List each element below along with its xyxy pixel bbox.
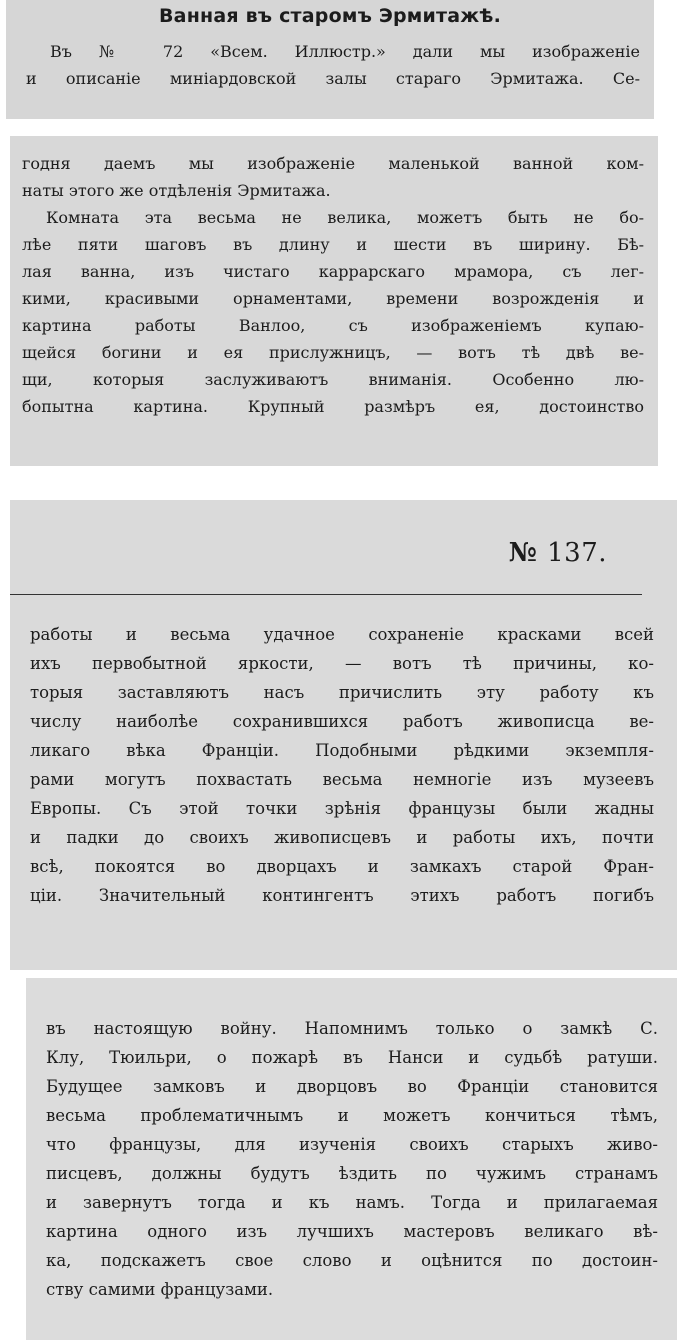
- clip-body-1: [10, 136, 658, 466]
- paragraph-body-3: [46, 1014, 658, 1304]
- text-line: ка, подскажетъ свое слово и оцѣнится по достоин-: [46, 1251, 658, 1270]
- text-line: ству самими французами.: [46, 1280, 274, 1299]
- text-line: Будущее замковъ и дворцовъ во Франціи становится: [46, 1077, 658, 1096]
- text-line: бопытна картина. Крупный размѣръ ея, достоинство: [22, 397, 644, 416]
- text-line: картина одного изъ лучшихъ мастеровъ великаго вѣ-: [46, 1222, 658, 1241]
- text-line: лѣе пяти шаговъ въ длину и шести въ ширину. Бѣ-: [22, 235, 644, 254]
- clip-body-3: [26, 978, 677, 1340]
- paragraph-body-1: [22, 150, 644, 420]
- text-line: рами могутъ похвастать весьма немногіе изъ музеевъ: [30, 770, 654, 789]
- text-line: торыя заставляютъ насъ причислить эту работу къ: [30, 683, 654, 702]
- text-line: и падки до своихъ живописцевъ и работы ихъ, почти: [30, 828, 654, 847]
- page-number-value: 137.: [547, 538, 607, 568]
- text-line: весьма проблематичнымъ и можетъ кончиться тѣмъ,: [46, 1106, 658, 1125]
- text-line: писцевъ, должны будутъ ѣздить по чужимъ странамъ: [46, 1164, 658, 1183]
- text-line: Комната эта весьма не велика, можетъ быть не бо-: [46, 208, 644, 227]
- text-line: картина работы Ванлоо, съ изображеніемъ купаю-: [22, 316, 644, 335]
- text-line: щейся богини и ея прислужницъ, — вотъ тѣ двѣ ве-: [22, 343, 644, 362]
- paragraph-intro: [26, 38, 640, 92]
- text-line: и описаніе миніардовской залы стараго Эрмитажа. Се-: [26, 69, 640, 88]
- number-sign: №: [508, 538, 538, 568]
- text-line: Клу, Тюильри, о пожарѣ въ Нанси и судьбѣ ратуши.: [46, 1048, 658, 1067]
- text-line: всѣ, покоятся во дворцахъ и замкахъ старой Фран-: [30, 857, 654, 876]
- text-line: ликаго вѣка Франціи. Подобными рѣдкими экземпля-: [30, 741, 654, 760]
- text-line: лая ванна, изъ чистаго каррарскаго мрамора, съ лег-: [22, 262, 644, 281]
- paragraph-body-2: [30, 620, 654, 910]
- text-line: что французы, для изученія своихъ старыхъ живо-: [46, 1135, 658, 1154]
- text-line: Въ № 72 «Всем. Иллюстр.» дали мы изображеніе: [50, 42, 640, 61]
- page-number: [509, 538, 607, 568]
- text-line: ихъ первобытной яркости, — вотъ тѣ причины, ко-: [30, 654, 654, 673]
- text-line: Европы. Съ этой точки зрѣнія французы были жадны: [30, 799, 654, 818]
- text-line: кими, красивыми орнаментами, времени возрожденія и: [22, 289, 644, 308]
- article-title: Ванная въ старомъ Эрмитажѣ.: [158, 5, 501, 27]
- text-line: и завернутъ тогда и къ намъ. Тогда и прилагаемая: [46, 1193, 658, 1212]
- text-line: въ настоящую войну. Напомнимъ только о замкѣ С.: [46, 1019, 658, 1038]
- text-line: наты этого же отдѣленія Эрмитажа.: [22, 181, 331, 200]
- clip-body-2: [10, 500, 677, 970]
- text-line: ціи. Значительный контингентъ этихъ работъ погибъ: [30, 886, 654, 905]
- clip-title-block: [6, 0, 654, 119]
- text-line: числу наиболѣе сохранившихся работъ живописца ве-: [30, 712, 654, 731]
- text-line: работы и весьма удачное сохраненіе красками всей: [30, 625, 654, 644]
- text-line: годня даемъ мы изображеніе маленькой ванной ком-: [22, 154, 644, 173]
- text-line: щи, которыя заслуживаютъ вниманія. Особенно лю-: [22, 370, 644, 389]
- header-rule: [10, 594, 642, 595]
